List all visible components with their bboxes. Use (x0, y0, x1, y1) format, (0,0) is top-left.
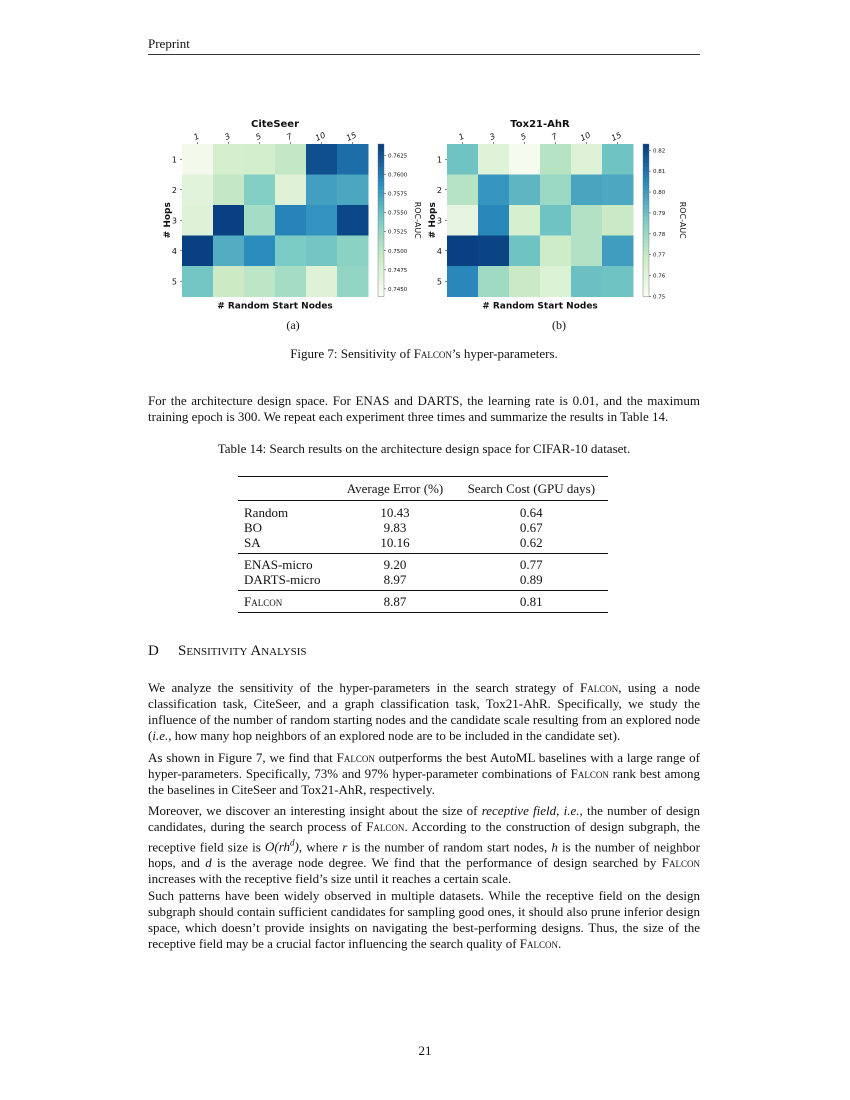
table-cell-cost: 0.64 (519, 505, 543, 520)
heatmap-cell (275, 205, 307, 236)
colorbar-segment (378, 255, 384, 259)
table-cell-error: 10.16 (380, 535, 410, 550)
heatmap-cell (275, 266, 307, 297)
colorbar-segment (643, 182, 649, 186)
y-tick-label: 1 (436, 155, 442, 165)
paragraph-receptive-field (148, 803, 700, 887)
heatmap-cell (509, 205, 541, 236)
colorbar-segment (643, 243, 649, 247)
heatmap-cell (275, 175, 307, 206)
falcon-name: Falcon (570, 766, 609, 781)
colorbar-segment (643, 194, 649, 198)
falcon-name: Falcon (579, 680, 619, 695)
colorbar-tick-label: 0.79 (653, 210, 666, 217)
heatmap-cell (602, 266, 634, 297)
text-run: Such patterns have been widely observed in multiple datasets. While the receptive field on the design subgraph should contain sufficient candidates for sampling good ones, it should also prune inferior design space, which doesn’t provide insights on navigating the best-performing designs. Thus, the size of the receptive field may be a crucial factor influencing the search quality of (148, 888, 700, 951)
heatmap-cell (337, 266, 369, 297)
colorbar-segment (643, 201, 649, 205)
heatmap-cell (213, 266, 245, 297)
table-header-cell: Search Cost (GPU days) (455, 477, 608, 501)
colorbar-segment (643, 209, 649, 213)
colorbar-segment (378, 262, 384, 266)
heatmap-cell (540, 266, 572, 297)
colorbar-segment (643, 239, 649, 243)
colorbar-segment (378, 194, 384, 198)
colorbar-segment (643, 289, 649, 293)
x-tick-label: 15 (609, 130, 623, 143)
heatmap-cell (509, 175, 541, 206)
table-cell-cost: 0.89 (519, 572, 543, 587)
colorbar-segment (643, 175, 649, 179)
table-cell-error: 9.20 (335, 554, 454, 573)
colorbar-segment (378, 266, 384, 270)
math-var: d (205, 855, 212, 871)
falcon-name: Falcon (661, 855, 700, 871)
heatmap-cell (571, 266, 603, 297)
x-axis-label: # Random Start Nodes (217, 301, 333, 312)
math-var: r (342, 839, 348, 855)
x-tick-label: 1 (192, 131, 201, 142)
heatmap-cell (478, 175, 510, 206)
colorbar-segment (643, 236, 649, 240)
text-run: Moreover, we discover an interesting insight about the size of (148, 803, 482, 818)
colorbar-label: ROC-AUC (413, 201, 422, 239)
table-row (238, 501, 608, 521)
heatmap-cell (447, 266, 479, 297)
heatmap-cell (306, 205, 338, 236)
paragraph-architecture: For the architecture design space. For ENAS and DARTS, the learning rate is 0.01, and the maximum training epoch is 300. We repeat each experiment three times and summarize the results in Table 14. (148, 393, 700, 424)
colorbar-tick-label: 0.7450 (388, 286, 408, 293)
table-cell-method: DARTS-micro (244, 572, 321, 587)
text-run: is the number of random start nodes, (347, 839, 552, 855)
colorbar-segment (378, 178, 384, 182)
colorbar-tick-label: 0.78 (653, 231, 666, 238)
formula-base: O(rh (265, 839, 291, 855)
table-cell-error: 8.97 (383, 572, 407, 587)
table-cell-method: Falcon (238, 591, 335, 613)
heatmap-cell (540, 205, 572, 236)
table-caption: Table 14: Search results on the architecture design space for CIFAR-10 dataset. (217, 441, 631, 456)
colorbar-segment (643, 152, 649, 156)
colorbar-segment (643, 224, 649, 228)
text-run: We analyze the sensitivity of the hyper-parameters in the search strategy of (148, 680, 580, 695)
colorbar-label: ROC-AUC (678, 201, 687, 239)
x-tick-label: 10 (313, 130, 327, 143)
heatmap-cell (275, 236, 307, 267)
heatmap-cell (602, 175, 634, 206)
figure-caption (148, 346, 700, 362)
colorbar-tick-label: 0.7475 (388, 267, 408, 274)
colorbar-segment (378, 175, 384, 179)
heatmap-cell (182, 144, 214, 175)
colorbar-tick-label: 0.82 (653, 148, 666, 155)
colorbar-segment (378, 159, 384, 163)
heatmap-cell (213, 236, 245, 267)
y-tick-label: 5 (436, 277, 442, 287)
colorbar-segment (378, 220, 384, 224)
section-heading (148, 643, 307, 660)
table-header-row (238, 477, 608, 501)
colorbar-segment (643, 159, 649, 163)
x-tick-label: 10 (578, 130, 592, 143)
colorbar-segment (378, 201, 384, 205)
heatmap-cell (509, 144, 541, 175)
heatmap-cell (509, 236, 541, 267)
x-tick-label: 7 (285, 131, 294, 142)
y-tick-label: 3 (436, 216, 442, 226)
colorbar-segment (643, 190, 649, 194)
text-run: outperforms the best AutoML baselines with a large range of hyper-parameters. Specifically, 73% and 97% hyper-parameter combinations of (148, 750, 700, 781)
table-row (238, 591, 608, 613)
x-axis-label: # Random Start Nodes (482, 301, 598, 312)
y-tick-label: 2 (436, 185, 442, 195)
heatmap-cell (337, 175, 369, 206)
table-cell-method: BO (244, 520, 263, 535)
table-cell-method: SA (244, 535, 261, 550)
text-run: increases with the receptive field’s size until it reaches a certain scale. (148, 871, 512, 887)
colorbar-segment (643, 163, 649, 167)
colorbar-tick-label: 0.75 (653, 294, 666, 301)
colorbar-segment (643, 247, 649, 251)
heatmap-cell (447, 236, 479, 267)
text-run: the number of design candidates, during the search process of (148, 803, 701, 834)
colorbar-tick-label: 0.7525 (388, 229, 408, 236)
heatmap-cell (602, 144, 634, 175)
table-cell-error: 9.83 (383, 520, 407, 535)
heatmap-cell (509, 266, 541, 297)
colorbar-segment (378, 274, 384, 278)
figure-7 (160, 112, 700, 327)
heatmap-cell (337, 236, 369, 267)
colorbar-segment (643, 178, 649, 182)
colorbar-segment (643, 144, 649, 148)
colorbar-segment (378, 232, 384, 236)
subfigure-label-b: (b) (552, 318, 566, 332)
heatmap-title: CiteSeer (250, 119, 300, 130)
y-tick-label: 1 (171, 155, 177, 165)
colorbar-segment (378, 209, 384, 213)
colorbar-segment (378, 186, 384, 190)
heatmap-cell (478, 144, 510, 175)
colorbar-segment (643, 197, 649, 201)
text-run: As shown in Figure 7, we find that (148, 750, 337, 765)
colorbar-segment (378, 148, 384, 152)
x-tick-label: 3 (488, 131, 497, 142)
colorbar-tick-label: 0.80 (653, 190, 666, 197)
paragraph-patterns (148, 888, 700, 952)
falcon-name: Falcon (519, 936, 559, 951)
colorbar-segment (378, 236, 384, 240)
heatmap-cell (337, 144, 369, 175)
header-rule (148, 54, 700, 55)
colorbar-segment (643, 216, 649, 220)
x-tick-label: 5 (519, 131, 528, 142)
y-axis-label: # Hops (163, 202, 173, 239)
colorbar-segment (643, 232, 649, 236)
heatmap-cell (337, 205, 369, 236)
colorbar-segment (378, 285, 384, 289)
table-row (238, 554, 608, 573)
text-run: , (556, 803, 564, 818)
heatmap-cell (213, 144, 245, 175)
heatmap-cell (182, 236, 214, 267)
text-run: is the number of neighbor hops, and (148, 839, 700, 871)
heatmap-cell (244, 236, 276, 267)
colorbar-segment (378, 281, 384, 285)
y-axis-label: # Hops (428, 202, 438, 239)
colorbar-tick-label: 0.7600 (388, 172, 408, 179)
heatmap-cell (571, 144, 603, 175)
figure-caption-suffix: ’s hyper-parameters. (451, 346, 558, 361)
colorbar-segment (378, 243, 384, 247)
colorbar-tick-label: 0.7625 (388, 153, 408, 160)
text-run: , where (298, 839, 343, 855)
colorbar-segment (378, 152, 384, 156)
heatmap-cell (478, 236, 510, 267)
colorbar-segment (643, 262, 649, 266)
paragraph-figure-findings (148, 750, 700, 798)
colorbar-segment (643, 255, 649, 259)
colorbar-segment (378, 167, 384, 171)
colorbar-segment (378, 216, 384, 220)
text-run: is the average node degree. We find that the performance of design searched by (211, 855, 662, 871)
x-tick-label: 1 (457, 131, 466, 142)
page-number: 21 (418, 1043, 432, 1058)
section-title: Sensitivity Analysis (178, 643, 307, 659)
colorbar-tick-label: 0.7575 (388, 191, 408, 198)
colorbar-segment (643, 213, 649, 217)
text-run: how many hop neighbors of an explored node are to be included in the candidate set). (171, 728, 621, 743)
heatmap-cell (182, 205, 214, 236)
heatmap-cell (571, 175, 603, 206)
colorbar-segment (643, 155, 649, 159)
falcon-name: Falcon (366, 819, 405, 834)
colorbar-segment (378, 205, 384, 209)
colorbar-segment (378, 190, 384, 194)
formula (265, 839, 299, 854)
colorbar-segment (643, 167, 649, 171)
table-cell-method: ENAS-micro (238, 554, 335, 573)
heatmap-cell (306, 236, 338, 267)
text-run: rank best among the baselines in CiteSeer and Tox21-AhR, respectively. (148, 766, 700, 797)
colorbar-segment (378, 213, 384, 217)
colorbar-segment (378, 247, 384, 251)
heatmap-cell (602, 205, 634, 236)
colorbar-tick-label: 0.7550 (388, 210, 408, 217)
falcon-name: Falcon (336, 750, 375, 765)
y-tick-label: 2 (171, 185, 177, 195)
heatmap-cell (306, 144, 338, 175)
heatmap-cell (447, 205, 479, 236)
colorbar-segment (643, 270, 649, 274)
heatmap-cell (306, 266, 338, 297)
table-cell-cost: 0.77 (455, 554, 608, 573)
heatmap-tox21-ahr (425, 112, 705, 312)
table-cell-error: 10.43 (380, 505, 410, 520)
text-run: . (558, 936, 562, 951)
colorbar-segment (378, 239, 384, 243)
heatmap-cell (306, 175, 338, 206)
colorbar-segment (378, 270, 384, 274)
text-italic: receptive field (481, 803, 557, 818)
paragraph-sensitivity-intro (148, 680, 700, 744)
colorbar-segment (378, 228, 384, 232)
colorbar-segment (643, 220, 649, 224)
colorbar-segment (378, 258, 384, 262)
text-run: , using a node classification task, CiteSeer, and a graph classification task, Tox21-AhR. Specifically, we study the influence of the number of random starting nodes and the candidate scale resulting from an explored node ( (148, 680, 701, 743)
colorbar-segment (378, 155, 384, 159)
heatmap-cell (447, 144, 479, 175)
colorbar-segment (643, 171, 649, 175)
text-italic: i.e., (563, 803, 583, 818)
text-italic: i.e., (152, 728, 172, 743)
y-tick-label: 4 (171, 246, 177, 256)
heatmap-cell (182, 175, 214, 206)
colorbar-segment (378, 163, 384, 167)
colorbar-tick-label: 0.7500 (388, 248, 408, 255)
x-tick-label: 5 (254, 131, 263, 142)
text-run: . According to the construction of design subgraph, the receptive field size is (148, 819, 700, 855)
colorbar-segment (378, 224, 384, 228)
colorbar-segment (378, 197, 384, 201)
heatmap-cell (244, 144, 276, 175)
heatmap-cell (244, 175, 276, 206)
table-cell-cost: 0.62 (519, 535, 543, 550)
colorbar-segment (378, 251, 384, 255)
colorbar-tick-label: 0.77 (653, 252, 666, 259)
colorbar-tick-label: 0.81 (653, 169, 666, 176)
x-tick-label: 15 (344, 130, 358, 143)
colorbar-segment (643, 285, 649, 289)
table-cell-method: Random (244, 505, 289, 520)
heatmap-cell (540, 144, 572, 175)
y-tick-label: 3 (171, 216, 177, 226)
colorbar-segment (643, 186, 649, 190)
heatmap-cell (478, 266, 510, 297)
table-cell-cost: 0.67 (519, 520, 543, 535)
colorbar-segment (378, 182, 384, 186)
colorbar-segment (643, 274, 649, 278)
heatmap-cell (571, 205, 603, 236)
colorbar-segment (378, 289, 384, 293)
table-cell-cost: 0.81 (455, 591, 608, 613)
table-row (238, 572, 608, 591)
y-tick-label: 5 (171, 277, 177, 287)
y-tick-label: 4 (436, 246, 442, 256)
colorbar-segment (643, 266, 649, 270)
colorbar-segment (643, 205, 649, 209)
heatmap-citeseer (160, 112, 420, 312)
heatmap-cell (602, 236, 634, 267)
colorbar-segment (378, 171, 384, 175)
subfigure-label-a: (a) (286, 318, 300, 332)
heatmap-cell (244, 205, 276, 236)
heatmap-cell (244, 266, 276, 297)
heatmap-cell (447, 175, 479, 206)
running-header: Preprint (148, 36, 190, 51)
table-header-cell (238, 477, 335, 501)
formula-exponent: d (290, 838, 295, 848)
figure-caption-prefix: Figure 7: Sensitivity of (290, 346, 414, 361)
heatmap-cell (213, 175, 245, 206)
figure-caption-name: Falcon (413, 346, 452, 361)
colorbar-segment (378, 144, 384, 148)
heatmap-cell (182, 266, 214, 297)
math-var: h (551, 839, 558, 855)
heatmap-cell (571, 236, 603, 267)
formula-close: ) (294, 839, 299, 855)
results-table (238, 476, 608, 613)
colorbar-tick-label: 0.76 (653, 273, 666, 280)
colorbar-segment (643, 258, 649, 262)
x-tick-label: 3 (223, 131, 232, 142)
table-header-cell: Average Error (%) (335, 477, 454, 501)
colorbar-segment (643, 228, 649, 232)
heatmap-cell (213, 205, 245, 236)
colorbar-segment (643, 277, 649, 281)
table-row (238, 535, 608, 554)
colorbar-segment (643, 281, 649, 285)
x-tick-label: 7 (550, 131, 559, 142)
section-number: D (148, 643, 159, 659)
heatmap-cell (540, 236, 572, 267)
heatmap-title: Tox21-AhR (510, 119, 570, 130)
colorbar-segment (643, 148, 649, 152)
table-cell-error: 8.87 (335, 591, 454, 613)
table-row (238, 520, 608, 535)
colorbar-segment (643, 251, 649, 255)
heatmap-cell (478, 205, 510, 236)
heatmap-cell (540, 175, 572, 206)
heatmap-cell (275, 144, 307, 175)
colorbar-segment (378, 277, 384, 281)
